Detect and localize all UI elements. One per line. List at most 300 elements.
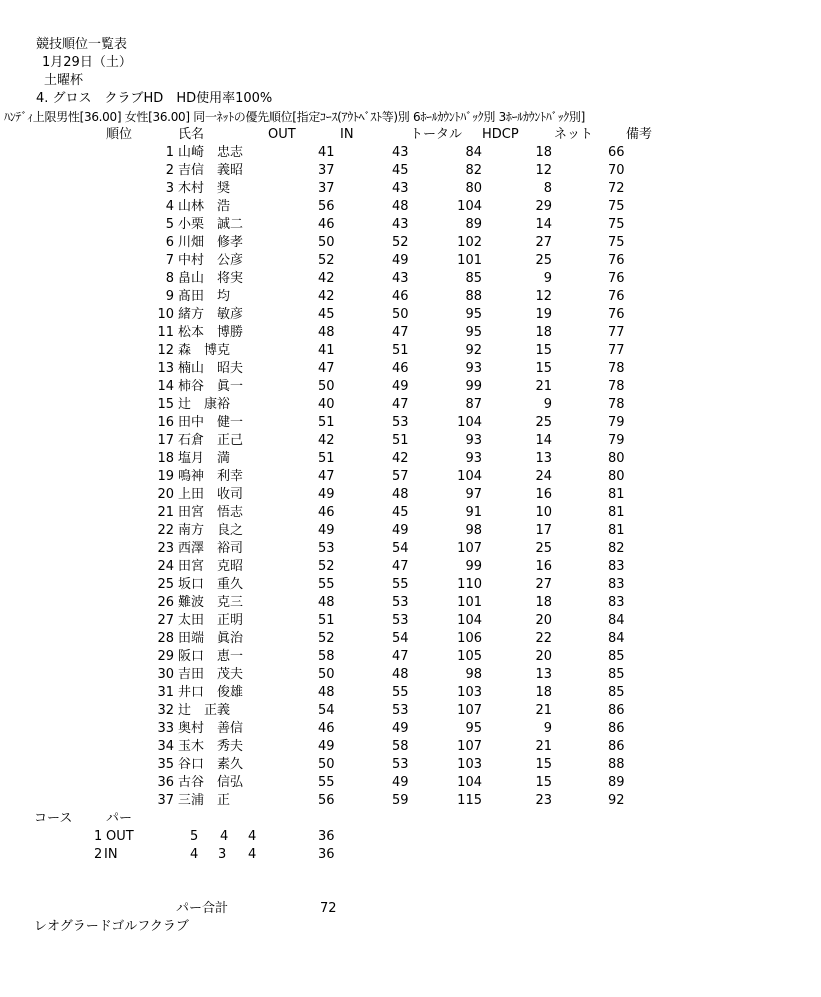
net-score: 78 (608, 379, 625, 394)
total-score: 89 (465, 217, 482, 232)
in-score: 48 (392, 199, 409, 214)
total-score: 98 (465, 667, 482, 682)
out-score: 52 (318, 631, 335, 646)
total-score: 88 (465, 289, 482, 304)
player-name: 松本 博勝 (178, 325, 244, 340)
table-row (0, 216, 821, 234)
hdcp-value: 25 (535, 253, 552, 268)
out-score: 45 (318, 307, 335, 322)
rank-cell: 33 (157, 721, 174, 736)
total-score: 98 (465, 523, 482, 538)
player-name: 太田 正明 (178, 613, 244, 628)
total-score: 95 (465, 721, 482, 736)
total-score: 107 (457, 703, 482, 718)
table-row (0, 720, 821, 738)
course-par: 4 (248, 847, 257, 862)
header-rank: 順位 (106, 127, 133, 142)
out-score: 41 (318, 145, 335, 160)
net-score: 82 (608, 541, 625, 556)
total-score: 87 (465, 397, 482, 412)
in-score: 51 (392, 343, 409, 358)
table-row (0, 306, 821, 324)
total-score: 104 (457, 613, 482, 628)
player-name: 髙田 均 (178, 289, 231, 304)
total-score: 85 (465, 271, 482, 286)
in-score: 49 (392, 253, 409, 268)
player-name: 小栗 誠二 (178, 217, 244, 232)
rank-cell: 27 (157, 613, 174, 628)
player-name: 辻 正義 (178, 703, 231, 718)
table-row (0, 792, 821, 810)
in-score: 54 (392, 631, 409, 646)
course-par: 4 (190, 847, 199, 862)
net-score: 86 (608, 739, 625, 754)
player-name: 石倉 正己 (178, 433, 244, 448)
net-score: 66 (608, 145, 625, 160)
total-score: 82 (465, 163, 482, 178)
out-score: 50 (318, 235, 335, 250)
out-score: 48 (318, 595, 335, 610)
in-score: 47 (392, 397, 409, 412)
total-score: 84 (465, 145, 482, 160)
total-score: 104 (457, 775, 482, 790)
club-name: レオグラードゴルフクラブ (34, 919, 189, 934)
total-score: 92 (465, 343, 482, 358)
rank-cell: 22 (157, 523, 174, 538)
total-score: 104 (457, 415, 482, 430)
net-score: 78 (608, 361, 625, 376)
rank-cell: 24 (157, 559, 174, 574)
player-name: 南方 良之 (178, 523, 244, 538)
in-score: 51 (392, 433, 409, 448)
player-name: 川畑 修孝 (178, 235, 244, 250)
hdcp-value: 29 (535, 199, 552, 214)
out-score: 37 (318, 181, 335, 196)
rank-cell: 10 (157, 307, 174, 322)
in-score: 58 (392, 739, 409, 754)
net-score: 85 (608, 685, 625, 700)
header-notes: 備考 (626, 127, 653, 142)
total-score: 101 (457, 595, 482, 610)
player-name: 田宮 克昭 (178, 559, 244, 574)
out-score: 42 (318, 271, 335, 286)
rank-cell: 21 (157, 505, 174, 520)
hdcp-value: 21 (535, 703, 552, 718)
player-name: 坂口 重久 (178, 577, 244, 592)
course-name: IN (104, 847, 118, 862)
player-name: 緒方 敏彦 (178, 307, 244, 322)
player-name: 谷口 素久 (178, 757, 244, 772)
out-score: 50 (318, 379, 335, 394)
total-score: 93 (465, 451, 482, 466)
net-score: 75 (608, 235, 625, 250)
in-score: 53 (392, 415, 409, 430)
out-score: 54 (318, 703, 335, 718)
rank-cell: 20 (157, 487, 174, 502)
player-name: 西澤 裕司 (178, 541, 244, 556)
par-total-label: パー合計 (176, 901, 229, 916)
player-name: 阪口 恵一 (178, 649, 244, 664)
rank-cell: 13 (157, 361, 174, 376)
table-row (0, 486, 821, 504)
hdcp-value: 25 (535, 541, 552, 556)
table-row (0, 198, 821, 216)
in-score: 46 (392, 289, 409, 304)
course-par: 3 (218, 847, 227, 862)
net-score: 92 (608, 793, 625, 808)
table-row (0, 648, 821, 666)
player-name: 辻 康裕 (178, 397, 231, 412)
in-score: 42 (392, 451, 409, 466)
net-score: 79 (608, 433, 625, 448)
net-score: 85 (608, 649, 625, 664)
in-score: 43 (392, 217, 409, 232)
table-row (0, 360, 821, 378)
par-total-value: 72 (320, 901, 337, 916)
rank-cell: 14 (157, 379, 174, 394)
player-name: 塩月 満 (178, 451, 231, 466)
table-row (0, 576, 821, 594)
course-no: 2 (94, 847, 103, 862)
table-row (0, 288, 821, 306)
out-score: 56 (318, 199, 335, 214)
hdcp-value: 20 (535, 613, 552, 628)
rank-cell: 5 (165, 217, 174, 232)
course-par: 5 (190, 829, 199, 844)
total-score: 110 (457, 577, 482, 592)
rank-cell: 34 (157, 739, 174, 754)
net-score: 78 (608, 397, 625, 412)
out-score: 46 (318, 505, 335, 520)
table-row (0, 378, 821, 396)
out-score: 56 (318, 793, 335, 808)
in-score: 47 (392, 325, 409, 340)
rank-cell: 4 (165, 199, 174, 214)
event-date: 1月29日（土） (42, 55, 132, 70)
total-score: 93 (465, 361, 482, 376)
player-name: 畠山 将実 (178, 271, 244, 286)
out-score: 51 (318, 451, 335, 466)
hdcp-value: 27 (535, 577, 552, 592)
net-score: 77 (608, 325, 625, 340)
in-score: 48 (392, 487, 409, 502)
rank-cell: 28 (157, 631, 174, 646)
in-score: 54 (392, 541, 409, 556)
course-par: 4 (248, 829, 257, 844)
out-score: 49 (318, 487, 335, 502)
in-score: 43 (392, 145, 409, 160)
table-row (0, 342, 821, 360)
hdcp-value: 12 (535, 163, 552, 178)
rank-cell: 29 (157, 649, 174, 664)
rank-cell: 19 (157, 469, 174, 484)
total-score: 104 (457, 469, 482, 484)
course-name: OUT (106, 829, 134, 844)
player-name: 奥村 善信 (178, 721, 244, 736)
out-score: 48 (318, 325, 335, 340)
rank-cell: 3 (165, 181, 174, 196)
rank-cell: 15 (157, 397, 174, 412)
net-score: 81 (608, 505, 625, 520)
table-row (0, 234, 821, 252)
rank-cell: 35 (157, 757, 174, 772)
hdcp-value: 16 (535, 559, 552, 574)
out-score: 37 (318, 163, 335, 178)
total-score: 95 (465, 325, 482, 340)
net-score: 77 (608, 343, 625, 358)
header-total: トータル (410, 127, 463, 142)
hdcp-value: 15 (535, 775, 552, 790)
hdcp-value: 24 (535, 469, 552, 484)
hdcp-value: 15 (535, 757, 552, 772)
table-row (0, 180, 821, 198)
hdcp-value: 15 (535, 361, 552, 376)
net-score: 83 (608, 595, 625, 610)
in-score: 53 (392, 595, 409, 610)
out-score: 50 (318, 757, 335, 772)
hdcp-value: 9 (543, 721, 552, 736)
hdcp-value: 21 (535, 739, 552, 754)
hdcp-value: 12 (535, 289, 552, 304)
net-score: 70 (608, 163, 625, 178)
player-name: 吉信 義昭 (178, 163, 244, 178)
hdcp-value: 20 (535, 649, 552, 664)
total-score: 80 (465, 181, 482, 196)
rank-cell: 32 (157, 703, 174, 718)
total-score: 93 (465, 433, 482, 448)
net-score: 76 (608, 271, 625, 286)
table-row (0, 558, 821, 576)
in-score: 45 (392, 505, 409, 520)
out-score: 46 (318, 721, 335, 736)
in-score: 48 (392, 667, 409, 682)
course-par-total: 36 (318, 847, 335, 862)
out-score: 53 (318, 541, 335, 556)
table-row (0, 630, 821, 648)
out-score: 46 (318, 217, 335, 232)
rank-cell: 17 (157, 433, 174, 448)
in-score: 52 (392, 235, 409, 250)
net-score: 80 (608, 469, 625, 484)
rank-cell: 16 (157, 415, 174, 430)
out-score: 55 (318, 775, 335, 790)
out-score: 47 (318, 361, 335, 376)
table-row (0, 468, 821, 486)
table-row (0, 252, 821, 270)
table-row (0, 540, 821, 558)
hdcp-value: 14 (535, 217, 552, 232)
rank-cell: 36 (157, 775, 174, 790)
player-name: 古谷 信弘 (178, 775, 244, 790)
player-name: 吉田 茂夫 (178, 667, 244, 682)
net-score: 76 (608, 253, 625, 268)
out-score: 49 (318, 523, 335, 538)
hdcp-value: 18 (535, 145, 552, 160)
net-score: 85 (608, 667, 625, 682)
hdcp-value: 13 (535, 451, 552, 466)
hdcp-value: 17 (535, 523, 552, 538)
out-score: 50 (318, 667, 335, 682)
player-name: 山崎 忠志 (178, 145, 244, 160)
hdcp-value: 9 (543, 397, 552, 412)
hdcp-value: 10 (535, 505, 552, 520)
net-score: 88 (608, 757, 625, 772)
rank-cell: 26 (157, 595, 174, 610)
course-par-total: 36 (318, 829, 335, 844)
out-score: 41 (318, 343, 335, 358)
net-score: 86 (608, 721, 625, 736)
player-name: 山林 浩 (178, 199, 231, 214)
total-score: 99 (465, 559, 482, 574)
in-score: 55 (392, 685, 409, 700)
net-score: 80 (608, 451, 625, 466)
player-name: 田中 健一 (178, 415, 244, 430)
in-score: 59 (392, 793, 409, 808)
player-name: 柿谷 眞一 (178, 379, 244, 394)
hdcp-value: 18 (535, 595, 552, 610)
hdcp-value: 8 (543, 181, 552, 196)
rank-cell: 11 (157, 325, 174, 340)
in-score: 49 (392, 775, 409, 790)
rank-cell: 7 (165, 253, 174, 268)
rank-cell: 31 (157, 685, 174, 700)
in-score: 55 (392, 577, 409, 592)
net-score: 75 (608, 217, 625, 232)
total-score: 101 (457, 253, 482, 268)
event-name: 土曜杯 (44, 73, 84, 88)
player-name: 玉木 秀夫 (178, 739, 244, 754)
table-row (0, 612, 821, 630)
table-row (0, 450, 821, 468)
out-score: 42 (318, 289, 335, 304)
table-row (0, 324, 821, 342)
hdcp-value: 22 (535, 631, 552, 646)
player-name: 三浦 正 (178, 793, 231, 808)
hdcp-value: 25 (535, 415, 552, 430)
course-par: 4 (220, 829, 229, 844)
out-score: 40 (318, 397, 335, 412)
total-score: 99 (465, 379, 482, 394)
player-name: 上田 收司 (178, 487, 244, 502)
out-score: 52 (318, 559, 335, 574)
player-name: 鳴神 利幸 (178, 469, 244, 484)
rank-cell: 6 (165, 235, 174, 250)
table-row (0, 432, 821, 450)
net-score: 76 (608, 289, 625, 304)
in-score: 47 (392, 649, 409, 664)
handicap-rule: ﾊﾝﾃﾞｨ上限男性[36.00] 女性[36.00] 同一ﾈｯﾄの優先順位[指定ｺｰｽ(ｱｳﾄﾍﾞｽﾄ等)別 6ﾎｰﾙｶｳﾝﾄﾊﾞｯｸ別 3ﾎｰﾙｶｳﾝﾄﾊﾞｯｸ別] (4, 110, 585, 124)
hdcp-value: 9 (543, 271, 552, 286)
hdcp-value: 15 (535, 343, 552, 358)
hdcp-value: 16 (535, 487, 552, 502)
total-score: 95 (465, 307, 482, 322)
net-score: 76 (608, 307, 625, 322)
course-no: 1 (94, 829, 103, 844)
hdcp-value: 18 (535, 685, 552, 700)
total-score: 103 (457, 685, 482, 700)
net-score: 79 (608, 415, 625, 430)
in-score: 45 (392, 163, 409, 178)
out-score: 49 (318, 739, 335, 754)
in-score: 43 (392, 271, 409, 286)
player-name: 井口 俊雄 (178, 685, 244, 700)
table-row (0, 162, 821, 180)
competition-format: 4. グロス クラブHD HD使用率100% (36, 91, 273, 106)
out-score: 48 (318, 685, 335, 700)
par-label: パー (106, 811, 133, 826)
table-row (0, 594, 821, 612)
net-score: 81 (608, 523, 625, 538)
total-score: 97 (465, 487, 482, 502)
table-row (0, 504, 821, 522)
player-name: 楠山 昭夫 (178, 361, 244, 376)
table-row (0, 738, 821, 756)
net-score: 84 (608, 613, 625, 628)
hdcp-value: 19 (535, 307, 552, 322)
hdcp-value: 23 (535, 793, 552, 808)
in-score: 49 (392, 523, 409, 538)
in-score: 53 (392, 703, 409, 718)
rank-cell: 12 (157, 343, 174, 358)
total-score: 91 (465, 505, 482, 520)
out-score: 51 (318, 613, 335, 628)
rank-cell: 30 (157, 667, 174, 682)
out-score: 55 (318, 577, 335, 592)
table-row (0, 396, 821, 414)
rank-cell: 37 (157, 793, 174, 808)
hdcp-value: 14 (535, 433, 552, 448)
header-out: OUT (268, 127, 296, 142)
out-score: 58 (318, 649, 335, 664)
total-score: 104 (457, 199, 482, 214)
hdcp-value: 21 (535, 379, 552, 394)
in-score: 49 (392, 379, 409, 394)
in-score: 53 (392, 613, 409, 628)
hdcp-value: 18 (535, 325, 552, 340)
net-score: 75 (608, 199, 625, 214)
total-score: 105 (457, 649, 482, 664)
table-row (0, 684, 821, 702)
rank-cell: 1 (165, 145, 174, 160)
header-net: ネット (554, 127, 594, 142)
player-name: 田端 眞治 (178, 631, 244, 646)
header-name: 氏名 (178, 127, 205, 142)
player-name: 木村 奨 (178, 181, 231, 196)
in-score: 43 (392, 181, 409, 196)
player-name: 中村 公彦 (178, 253, 244, 268)
total-score: 103 (457, 757, 482, 772)
in-score: 57 (392, 469, 409, 484)
out-score: 47 (318, 469, 335, 484)
player-name: 難波 克三 (178, 595, 244, 610)
net-score: 72 (608, 181, 625, 196)
net-score: 84 (608, 631, 625, 646)
table-row (0, 522, 821, 540)
in-score: 50 (392, 307, 409, 322)
header-in: IN (340, 127, 354, 142)
total-score: 115 (457, 793, 482, 808)
hdcp-value: 27 (535, 235, 552, 250)
table-row (0, 774, 821, 792)
net-score: 89 (608, 775, 625, 790)
table-row (0, 414, 821, 432)
document-title: 競技順位一覧表 (36, 37, 128, 52)
table-row (0, 702, 821, 720)
total-score: 106 (457, 631, 482, 646)
table-row (0, 270, 821, 288)
total-score: 107 (457, 739, 482, 754)
table-row (0, 756, 821, 774)
